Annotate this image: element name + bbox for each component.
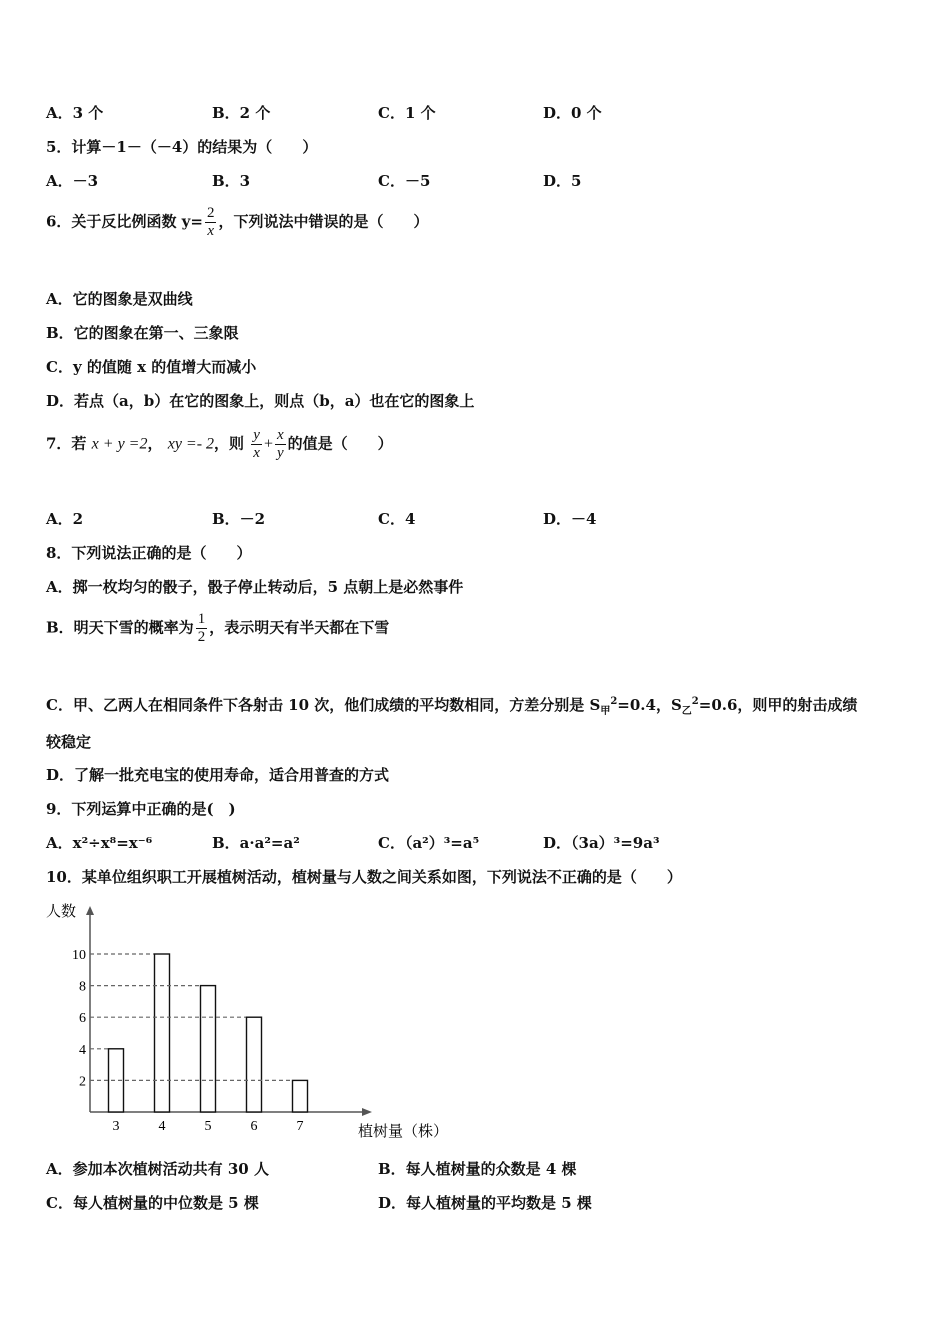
fraction-x-over-y: $\frac{x}{y}$ xyxy=(277,427,284,461)
q6-option-a: A．它的图象是双曲线 xyxy=(46,290,193,308)
q4-option-a: A．3 个 xyxy=(46,104,104,122)
y-axis-label: 人数 xyxy=(46,904,77,920)
q5-option-b: B．3 xyxy=(212,172,251,190)
q7-option-d: D．－4 xyxy=(543,510,597,528)
q5-option-d: D．5 xyxy=(543,172,582,190)
y-axis-arrow xyxy=(86,906,94,915)
q7-option-c: C．4 xyxy=(378,510,416,528)
q8-option-a: A．掷一枚均匀的骰子，骰子停止转动后，5 点朝上是必然事件 xyxy=(46,578,464,596)
equation-product: xy =- 2 xyxy=(167,435,215,453)
bar xyxy=(293,1080,308,1112)
fraction-y-over-x: $\frac{y}{x}$ xyxy=(253,427,260,461)
q10-option-d: D．每人植树量的平均数是 5 棵 xyxy=(378,1194,592,1212)
q9-option-b: B．a·a²=a² xyxy=(212,834,300,852)
q5-option-c: C．－5 xyxy=(378,172,431,190)
x-tick-label: 7 xyxy=(296,1119,304,1134)
q4-option-b: B．2 个 xyxy=(212,104,271,122)
y-tick-label: 4 xyxy=(79,1042,86,1058)
x-tick-label: 6 xyxy=(250,1119,258,1134)
q9-stem: 9．下列运算中正确的是( ) xyxy=(46,800,236,818)
q10-option-a: A．参加本次植树活动共有 30 人 xyxy=(46,1160,269,1178)
bar xyxy=(247,1017,262,1112)
y-tick-label: 6 xyxy=(79,1011,86,1027)
fraction-2-over-x: $\frac{2}{x}$ xyxy=(206,205,215,239)
q9-option-c: C．（a²）³=a⁵ xyxy=(378,834,480,852)
q8-option-c-line1: C．甲、乙两人在相同条件下各射击 10 次，他们成绩的平均数相同，方差分别是 $S_甲^2=0.4$，$S_乙^2=0.6$，则甲的射击成绩 xyxy=(46,696,858,717)
y-tick-label: 10 xyxy=(72,948,86,963)
q8-option-b: B．明天下雪的概率为 $\frac{1}{2}$ ，表示明天有半天都在下雪 xyxy=(46,611,390,645)
q7-option-b: B．－2 xyxy=(212,510,266,528)
equation-sum: x + y =2 xyxy=(91,435,148,453)
q6-stem: 6．关于反比例函数 y= $\frac{2}{x}$ ，下列说法中错误的是（ ） xyxy=(46,205,429,239)
bar xyxy=(201,986,216,1112)
q6-option-d: D．若点（a，b）在它的图象上，则点（b，a）也在它的图象上 xyxy=(46,392,475,410)
q7-option-a: A．2 xyxy=(46,510,84,528)
q10-option-c: C．每人植树量的中位数是 5 棵 xyxy=(46,1194,259,1212)
q10-stem: 10．某单位组织职工开展植树活动，植树量与人数之间关系如图，下列说法不正确的是（ ） xyxy=(46,868,682,886)
x-axis-arrow xyxy=(362,1108,372,1116)
q4-option-d: D．0 个 xyxy=(543,104,602,122)
q5-stem: 5．计算－1－（－4）的结果为（ ） xyxy=(46,138,318,156)
q5-option-a: A．－3 xyxy=(46,172,99,190)
y-tick-label: 2 xyxy=(79,1074,86,1090)
q7-stem: 7．若 x + y =2， xy =- 2，则 $\frac{y}{x}$ + $\frac{x}{y}$ 的值是（ ） xyxy=(46,427,393,461)
q10-option-b: B．每人植树量的众数是 4 棵 xyxy=(378,1160,577,1178)
q6-option-c: C．y 的值随 x 的值增大而减小 xyxy=(46,358,257,376)
q8-option-c-line2: 较稳定 xyxy=(46,733,92,751)
fraction-1-over-2: $\frac{1}{2}$ xyxy=(197,611,206,645)
q4-option-c: C．1 个 xyxy=(378,104,436,122)
q6-option-b: B．它的图象在第一、三象限 xyxy=(46,324,239,342)
x-tick-label: 4 xyxy=(158,1119,166,1134)
q8-stem: 8．下列说法正确的是（ ） xyxy=(46,544,252,562)
x-axis-label: 植树量（株） xyxy=(358,1124,449,1140)
y-tick-label: 8 xyxy=(79,979,86,995)
q8-option-d: D．了解一批充电宝的使用寿命，适合用普查的方式 xyxy=(46,766,390,784)
x-tick-label: 3 xyxy=(112,1119,120,1134)
q9-option-d: D．（3a）³=9a³ xyxy=(543,834,660,852)
q9-option-a: A．x²÷x⁸=x⁻⁶ xyxy=(46,834,153,852)
x-tick-label: 5 xyxy=(204,1119,212,1134)
bar xyxy=(155,954,170,1112)
tree-planting-bar-chart xyxy=(40,898,480,1143)
